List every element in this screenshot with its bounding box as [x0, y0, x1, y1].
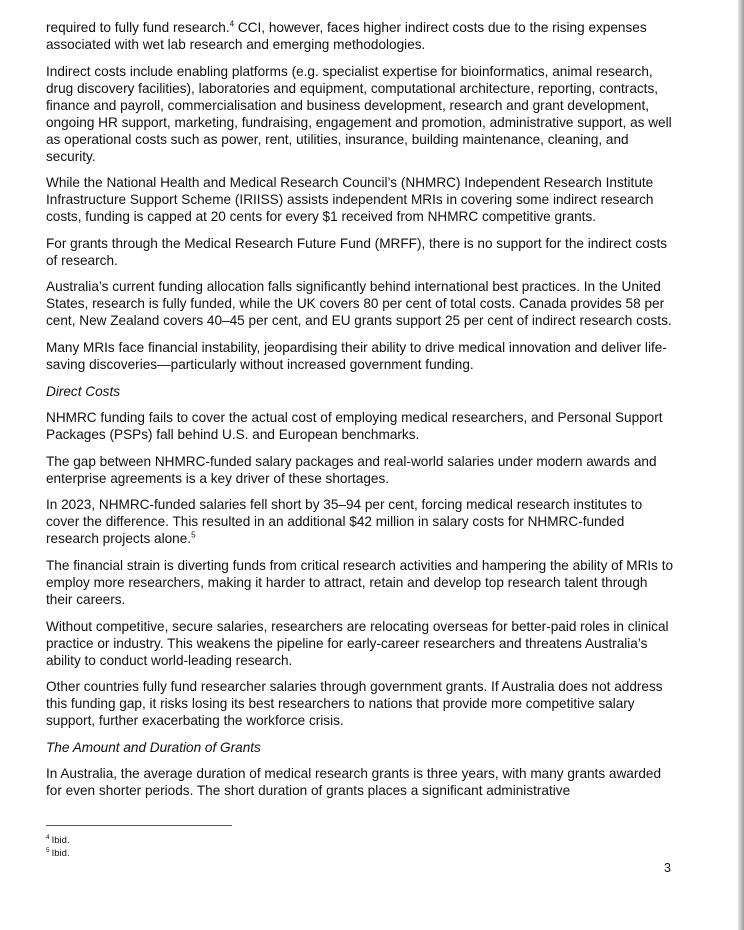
paragraph: Other countries fully fund researcher salaries through government grants. If Australia does not address this funding gap, it risks losing its best researchers to nations that provide more competitive salary support, further exacerbating the workforce crisis.: [46, 679, 663, 729]
paragraph: While the National Health and Medical Research Council’s (NHMRC) Independent Research Institute Infrastructure Support Scheme (IRIISS) assists independent MRIs in covering some indirect research costs, funding is capped at 20 cents for every $1 received from NHMRC competitive grants.: [46, 175, 654, 225]
footnotes: [46, 834, 70, 860]
section-heading: Direct Costs: [46, 383, 121, 399]
paragraph: The financial strain is diverting funds from critical research activities and hampering the ability of MRIs to employ more researchers, making it harder to attract, retain and develop top research talent through their careers.: [46, 557, 674, 607]
paragraph: [46, 19, 676, 53]
paragraph: Many MRIs face financial instability, jeopardising their ability to drive medical innovation and deliver life-saving discoveries—particularly without increased government funding.: [46, 339, 667, 372]
footnote-mark: 5: [46, 846, 50, 854]
footnote-reference: 4: [229, 19, 235, 29]
footnote-mark: 4: [46, 833, 50, 841]
paragraph-text: In 2023, NHMRC-funded salaries fell short by 35–94 per cent, forcing medical research institutes to cover the difference. This resulted in an additional $42 million in salary costs for NHMRC-funded research projects alone.: [46, 497, 643, 547]
footnote-text: Ibid.: [51, 835, 70, 846]
paragraph: In Australia, the average duration of medical research grants is three years, with many grants awarded for even shorter periods. The short duration of grants places a significant administrative: [46, 766, 662, 799]
footnote-reference: 5: [191, 530, 196, 540]
paragraph: NHMRC funding fails to cover the actual cost of employing medical researchers, and Personal Support Packages (PSPs) fall behind U.S. and European benchmarks.: [46, 410, 663, 443]
paragraph: For grants through the Medical Research Future Fund (MRFF), there is no support for the indirect costs of research.: [46, 235, 668, 268]
paragraph: Without competitive, secure salaries, researchers are relocating overseas for better-paid roles in clinical practice or industry. This weakens the pipeline for early-career researchers and threatens Australia’s ability to conduct world-leading research.: [46, 618, 669, 668]
paragraph-text: CCI, however, faces higher indirect costs due to the rising expenses associated with wet lab research and emerging methodologies.: [46, 20, 647, 52]
section-heading: The Amount and Duration of Grants: [46, 739, 261, 755]
paragraph-text: required to fully fund research.: [46, 20, 230, 35]
body-text: [46, 19, 676, 809]
paragraph: The gap between NHMRC-funded salary packages and real-world salaries under modern awards and enterprise agreements is a key driver of these shortages.: [46, 453, 657, 486]
paragraph: Australia’s current funding allocation falls significantly behind international best practices. In the United States, research is fully funded, while the UK covers 80 per cent of total costs. Canada provides 58 per cent, New Zealand covers 40–45 per cent, and EU grants support 25 per cent of indirect research costs.: [46, 279, 672, 329]
footnote-divider: [46, 825, 232, 826]
footnote: [46, 847, 70, 860]
paragraph: Indirect costs include enabling platforms (e.g. specialist expertise for bioinformatics, animal research, drug discovery facilities), laboratories and equipment, computational architecture, reporting, contracts, finance and payroll, commercialisation and business development, research and grant development, ongoing HR support, marketing, fundraising, engagement and promotion, administrative support, as well as operational costs such as power, rent, utilities, insurance, building maintenance, cleaning, and security.: [46, 63, 672, 164]
footnote-text: Ibid.: [51, 848, 70, 859]
page-number: 3: [664, 861, 671, 875]
footnote: [46, 834, 70, 847]
page-edge: [738, 0, 744, 930]
paragraph: [46, 496, 676, 547]
